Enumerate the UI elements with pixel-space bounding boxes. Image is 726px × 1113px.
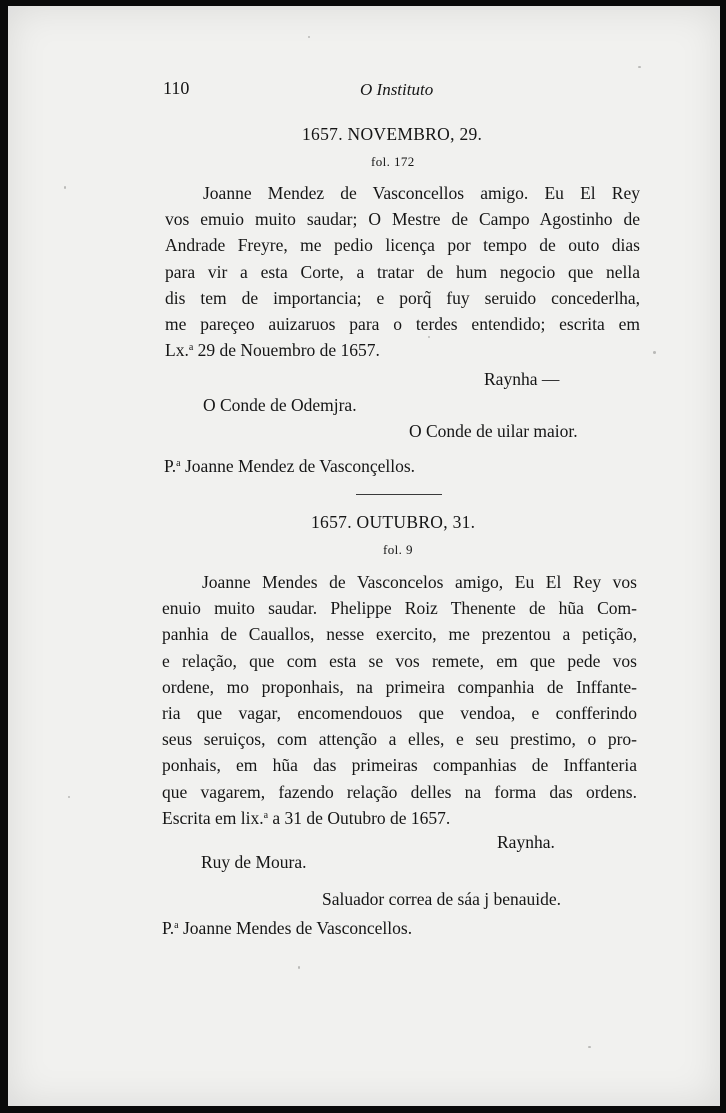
section-divider: [356, 494, 442, 495]
letter-1-date-heading: 1657. NOVEMBRO, 29.: [302, 124, 483, 144]
letter-1-address-rest: Joanne Mendez de Vasconçellos.: [180, 456, 416, 476]
letter-1-line: para vir a esta Corte, a tratar de hum negocio que nella: [165, 261, 640, 282]
letter-1-address: [164, 456, 415, 476]
letter-2-countersign-1: Ruy de Moura.: [201, 852, 307, 872]
letter-1-address-sup: a: [176, 458, 181, 469]
letter-1-signature: Raynha —: [484, 369, 560, 389]
letter-2-line: panhia de Cauallos, nesse exercito, me prezentou a petição,: [162, 624, 637, 645]
letter-2-closing-line: [162, 805, 637, 831]
scan-speck: [588, 1046, 591, 1048]
letter-2-closing-sup: a: [263, 809, 269, 821]
letter-2-countersign-2: Saluador correa de sáa j benauide.: [322, 889, 562, 909]
letter-2-address-sup: a: [174, 920, 179, 931]
scan-speck: [653, 351, 656, 354]
letter-1-countersign-2: O Conde de uilar maior.: [409, 421, 578, 441]
letter-1-countersign-1: O Conde de Odemjra.: [203, 395, 357, 415]
letter-1-line: vos emuio muito saudar; O Mestre de Campo Agostinho de: [165, 209, 640, 230]
scan-speck: [298, 966, 300, 969]
letter-1-line: Joanne Mendez de Vasconcellos amigo. Eu El Rey: [203, 183, 640, 203]
letter-1-line: Andrade Freyre, me pedio licença por tempo de outo dias: [165, 235, 640, 256]
letter-2-line: seus seruiços, com attenção a elles, e seu prestimo, o pro-: [162, 729, 637, 750]
letter-1-closing-line: [165, 337, 640, 363]
letter-1-line: dis tem de importancia; e porq̃ fuy seruido concederlha,: [165, 287, 640, 308]
letter-2-folio: fol. 9: [383, 542, 413, 557]
scan-speck: [64, 186, 66, 189]
scanned-page: [8, 6, 720, 1106]
page-number: 110: [163, 78, 190, 98]
letter-2-line: ponhais, em hũa das primeiras companhias de Inffanteria: [162, 755, 637, 776]
letter-2-closing-prefix: Escrita em lix.: [162, 807, 264, 828]
letter-2-line: Joanne Mendes de Vasconcelos amigo, Eu El Rey vos: [202, 572, 637, 592]
letter-2-address-rest: Joanne Mendes de Vasconcellos.: [178, 918, 413, 938]
letter-2-signature: Raynha.: [497, 832, 555, 852]
letter-1-line: me pareçeo auizaruos para o terdes entendido; escrita em: [165, 314, 640, 335]
running-title: O Instituto: [360, 80, 434, 99]
letter-1-closing-rest: 29 de Nouembro de 1657.: [193, 340, 380, 361]
letter-2-line: ria que vagar, encomendouos que vendoa, e confferindo: [162, 703, 637, 724]
letter-2-line: enuio muito saudar. Phelippe Roiz Thenente de hũa Com-: [162, 598, 637, 619]
letter-2-address: [162, 918, 412, 938]
scan-speck: [308, 36, 310, 38]
scan-speck: [68, 796, 70, 798]
letter-2-line: e relação, que com esta se vos remete, em que pede vos: [162, 650, 637, 671]
letter-2-line: ordene, mo proponhais, na primeira companhia de Inffante-: [162, 676, 637, 697]
letter-1-closing-prefix: Lx.: [165, 340, 189, 361]
letter-2-body: [162, 569, 637, 831]
scan-speck: [638, 66, 641, 68]
letter-2-closing-rest: a 31 de Outubro de 1657.: [268, 807, 451, 828]
letter-2-line: que vagarem, fazendo relação delles na forma das ordens.: [162, 781, 637, 802]
letter-2-address-prefix: P.: [162, 918, 175, 938]
letter-1-folio: fol. 172: [371, 154, 415, 169]
letter-1-address-prefix: P.: [164, 456, 177, 476]
letter-1-body: [165, 180, 640, 363]
letter-2-date-heading: 1657. OUTUBRO, 31.: [311, 512, 476, 532]
letter-1-closing-sup: a: [188, 342, 194, 354]
